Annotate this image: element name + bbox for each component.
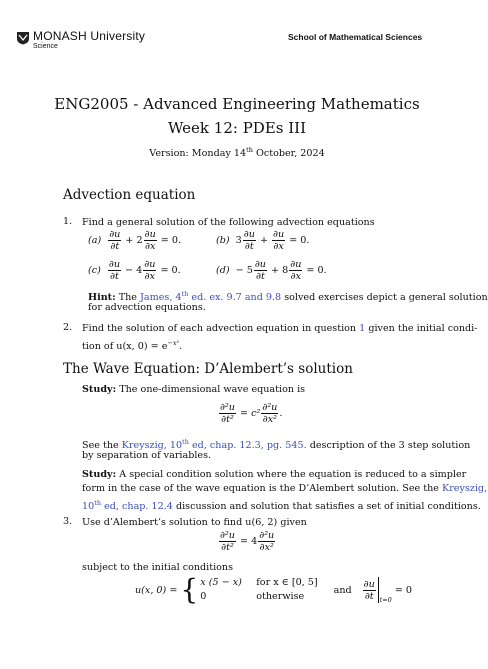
see1-pre: See the <box>82 440 119 452</box>
see1-post: description of the 3 step solution <box>309 440 471 452</box>
kreyszig-sup: th <box>182 438 189 446</box>
q2-line2: tion of u(x, 0) = e <box>82 341 168 353</box>
q2-post: given the initial condi- <box>368 323 478 334</box>
course-title: ENG2005 - Advanced Engineering Mathematics <box>54 95 420 113</box>
james-link-text-2: ed. ex. 9.7 and 9.8 <box>191 292 282 304</box>
hint-pre: The <box>118 292 137 304</box>
section-heading-advection: Advection equation <box>63 187 196 203</box>
du-dx: $\frac{\partial u}{\partial x}$ <box>144 229 156 252</box>
hint-post: solved exercises depict a general solution <box>284 292 488 304</box>
version-sup: th <box>246 146 253 154</box>
kreyszig-12-4-sup: th <box>94 499 102 507</box>
study-2-line-2-text: form in the case of the wave equation is the D’Alembert solution. See the <box>82 483 439 494</box>
kreyszig-link-12-4-part1[interactable]: Kreyszig, <box>442 483 488 494</box>
monash-shield-icon <box>16 31 30 45</box>
study-2-label: Study: <box>82 469 117 480</box>
section-heading-wave: The Wave Equation: D’Alembert’s solution <box>63 361 353 377</box>
u-x-0: u(x, 0) = <box>135 584 181 596</box>
d2u-dx2: $\frac{\text{∂²u}}{\text{∂x²}}$ <box>259 530 275 553</box>
study-2-text: A special condition solution where the equation is reduced to a simpler <box>119 469 467 480</box>
q2-exponent: −x² <box>167 339 180 347</box>
question-2-line-1 <box>82 322 478 336</box>
study-1-label: Study: <box>82 384 117 395</box>
question-3-text: Use d’Alembert’s solution to find u(6, 2) given <box>82 517 307 528</box>
part-d: (d) − 5 $\frac{\partial u}{\partial t}$ + 8 $\frac{\partial u}{\partial x}$ = 0. <box>216 259 327 282</box>
hint-line-2: for advection equations. <box>88 302 206 313</box>
question-number-1: 1. <box>63 216 73 227</box>
version-prefix: Version: Monday 14 <box>149 148 247 160</box>
du-dx: $\frac{\partial u}{\partial x}$ <box>144 259 156 282</box>
version-line <box>0 146 474 159</box>
du-dt-ic: $\frac{\partial u}{\partial t}$ <box>363 578 375 602</box>
study-2-line-1 <box>82 468 466 482</box>
du-dx: $\frac{\partial u}{\partial x}$ <box>290 259 302 282</box>
study-1-text: The one-dimensional wave equation is <box>119 384 306 395</box>
equals-zero: = 0 <box>394 584 413 596</box>
part-b-label: (b) <box>216 235 230 246</box>
kreyszig-link-text: Kreyszig, 10 <box>121 440 183 452</box>
part-b: (b) 3 $\frac{\partial u}{\partial t}$ + $\frac{\partial u}{\partial x}$ = 0. <box>216 229 310 252</box>
q3-subject-text: subject to the initial conditions <box>82 562 234 573</box>
q3-wave-equation: $\frac{\text{∂²u}}{\text{∂t²}}$ = 4 $\frac{\text{∂²u}}{\text{∂x²}}$ <box>220 530 275 553</box>
du-dt: $\frac{\partial u}{\partial t}$ <box>109 229 121 252</box>
case-1-expr: x (5 − x) <box>200 577 242 588</box>
week-title: Week 12: PDEs III <box>167 119 307 137</box>
university-name: MONASH University <box>33 29 146 43</box>
kreyszig-link-text-2: ed, chap. 12.3, pg. 545. <box>192 440 307 452</box>
study-2-line-3-post: discussion and solution that satisfies a set of initial conditions. <box>175 501 481 513</box>
see-kreyszig-1-line-2: by separation of variables. <box>82 450 212 461</box>
q2-pre: Find the solution of each advection equation in question <box>82 323 357 334</box>
study-2-line-3 <box>82 496 481 514</box>
case-2-expr: 0 <box>200 591 207 602</box>
question-1-ref-link[interactable]: 1 <box>359 323 366 334</box>
du-dx: $\frac{\partial u}{\partial x}$ <box>273 229 285 252</box>
james-link-sup: th <box>181 290 189 298</box>
du-dt: $\frac{\partial u}{\partial t}$ <box>108 259 120 282</box>
question-number-3: 3. <box>63 516 73 527</box>
question-2-line-2: tion of u(x, $0) = e^{-x^2}$. <box>82 339 183 353</box>
version-suffix: October, 2024 <box>252 148 325 160</box>
case-1-cond: for x ∈ [0, 5] <box>256 577 318 588</box>
and-text: and <box>333 584 352 596</box>
part-a-label: (a) <box>88 235 102 246</box>
d2u-dt2: $\frac{\text{∂²u}}{\text{∂t²}}$ <box>220 530 235 553</box>
kreyszig-12-4-text: 10 <box>82 501 95 513</box>
eval-subscript: t=0 <box>379 596 392 604</box>
case-2-cond: otherwise <box>256 591 305 602</box>
monash-logo <box>16 30 30 44</box>
part-a: (a) $\frac{\partial u}{\partial t}$ + 2 $\frac{\partial u}{\partial x}$ = 0. <box>88 229 182 252</box>
du-dt: $\frac{\partial u}{\partial t}$ <box>243 229 255 252</box>
left-brace: { <box>180 573 199 606</box>
study-1 <box>82 383 305 397</box>
cases <box>200 576 317 604</box>
wave-equation: $\frac{\text{∂²u}}{\text{∂t²}}$ = c² $\frac{\text{∂²u}}{\text{∂x²}}$ . <box>220 402 283 425</box>
initial-conditions <box>135 573 413 606</box>
evaluated-bar <box>378 577 379 603</box>
part-d-label: (d) <box>216 265 230 276</box>
study-2-line-2 <box>82 482 487 496</box>
du-dt: $\frac{\partial u}{\partial t}$ <box>254 259 266 282</box>
james-link-text: James, 4 <box>140 292 182 304</box>
d2u-dx2: $\frac{\text{∂²u}}{\text{∂x²}}$ <box>262 402 278 425</box>
school-name: School of Mathematical Sciences <box>288 32 423 42</box>
hint-label: Hint: <box>88 292 116 304</box>
d2u-dt2: $\frac{\text{∂²u}}{\text{∂t²}}$ <box>220 402 235 425</box>
question-1-text: Find a general solution of the following advection equations <box>82 217 375 228</box>
faculty-name: Science <box>33 43 58 50</box>
part-c: (c) $\frac{\partial u}{\partial t}$ − 4 $\frac{\partial u}{\partial x}$ = 0. <box>88 259 181 282</box>
kreyszig-link-12-4[interactable] <box>82 501 173 512</box>
part-c-label: (c) <box>88 265 101 276</box>
question-number-2: 2. <box>63 322 73 333</box>
kreyszig-12-4-text-2: ed, chap. 12.4 <box>104 501 173 513</box>
